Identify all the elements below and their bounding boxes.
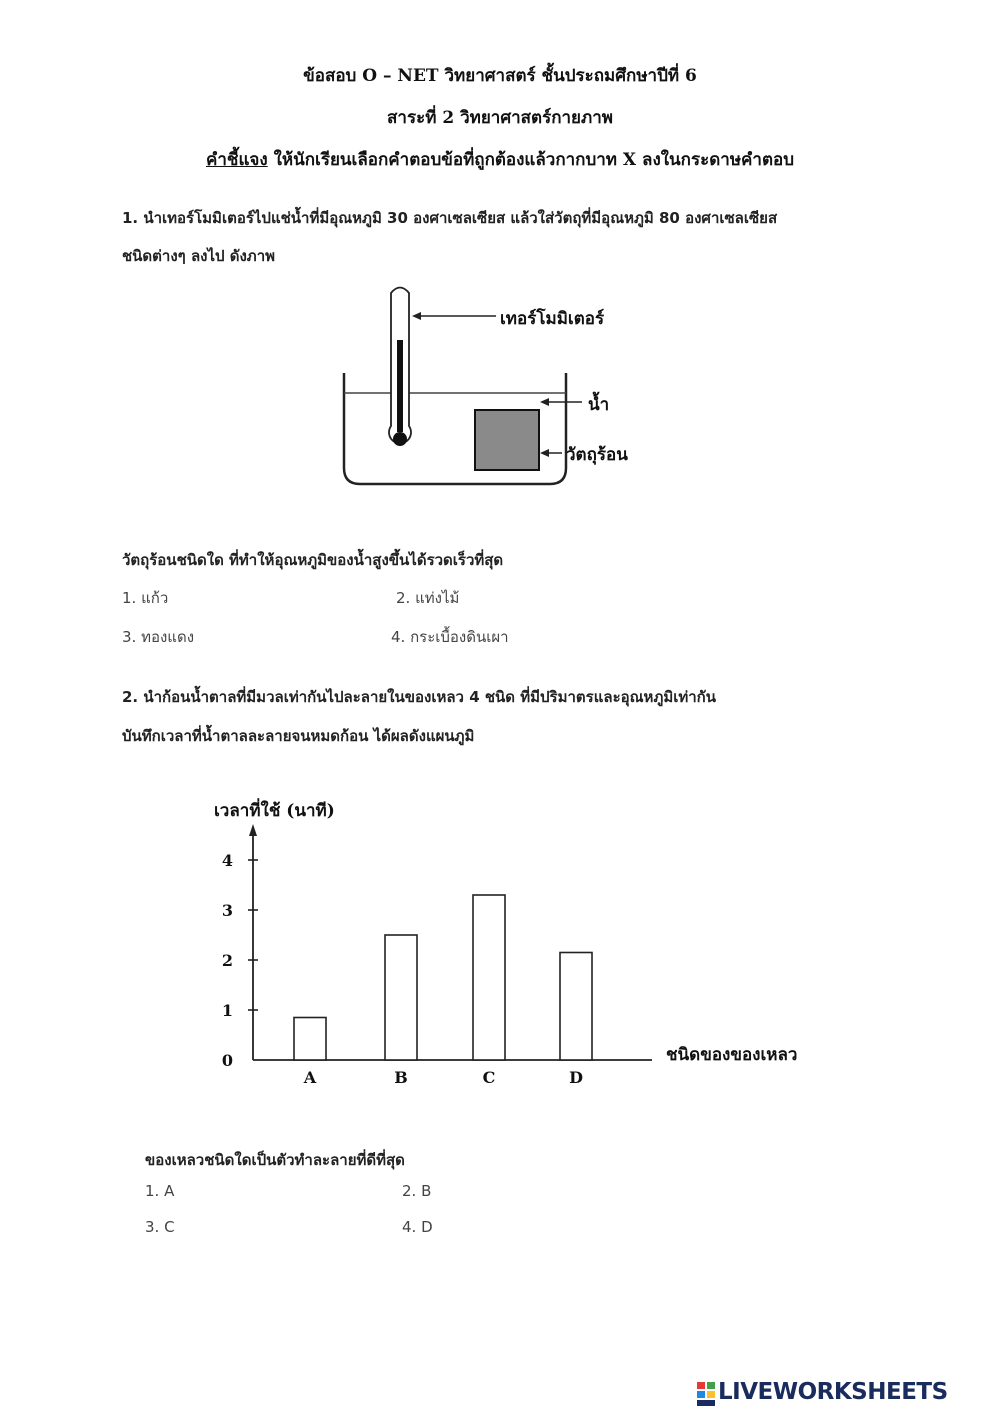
chart-ylabel: เวลาที่ใช้ (นาที) <box>214 801 335 821</box>
object-arrowhead <box>540 449 549 457</box>
q2-option-2[interactable]: 2. B <box>402 1182 432 1200</box>
bar-b <box>385 935 417 1060</box>
water-arrowhead <box>540 398 549 406</box>
hot-object <box>475 410 539 470</box>
thermometer-diagram <box>300 278 680 513</box>
label-water: น้ำ <box>588 395 610 415</box>
q1-option-3[interactable]: 3. ทองแดง <box>122 628 195 646</box>
x-tick-label: C <box>482 1068 496 1087</box>
q1-question: วัตถุร้อนชนิดใด ที่ทำให้อุณหภูมิของน้ำสูงขึ้นได้รวดเร็วที่สุด <box>122 551 504 569</box>
bar-d <box>560 953 592 1061</box>
instruction <box>0 146 1000 173</box>
q1-option-4[interactable]: 4. กระเบื้องดินเผา <box>391 628 509 646</box>
bar-a <box>294 1018 326 1061</box>
q1-text-line1: 1. นำเทอร์โมมิเตอร์ไปแช่น้ำที่มีอุณหภูมิ 30 องศาเซลเซียส แล้วใส่วัตถุที่มีอุณหภูมิ 80 องศาเซลเซียส <box>122 209 778 227</box>
q1-option-2[interactable]: 2. แท่งไม้ <box>396 589 460 607</box>
thermometer-bulb <box>393 432 407 446</box>
instruction-text: ให้นักเรียนเลือกคำตอบข้อที่ถูกต้องแล้วกากบาท X ลงในกระดาษคำตอบ <box>267 150 794 170</box>
exam-subtitle: สาระที่ 2 วิทยาศาสตร์กายภาพ <box>387 108 613 128</box>
thermometer-liquid <box>397 340 403 432</box>
brand-name: LIVEWORKSHEETS <box>718 1379 948 1405</box>
y-tick-label: 4 <box>221 851 233 870</box>
thermometer-arrowhead <box>412 312 421 320</box>
y-axis-arrowhead <box>249 824 257 836</box>
x-tick-label: D <box>569 1068 583 1087</box>
bar-c <box>473 895 505 1060</box>
y-tick-label: 3 <box>221 901 233 920</box>
brand-icon <box>696 1381 716 1407</box>
label-hot-object: วัตถุร้อน <box>566 445 628 465</box>
q2-text-line2: บันทึกเวลาที่น้ำตาลละลายจนหมดก้อน ได้ผลดังแผนภูมิ <box>122 727 475 745</box>
q2-question: ของเหลวชนิดใดเป็นตัวทำละลายที่ดีที่สุด <box>145 1151 405 1169</box>
q1-option-1[interactable]: 1. แก้ว <box>122 589 169 607</box>
exam-title: ข้อสอบ O – NET วิทยาศาสตร์ ชั้นประถมศึกษาปีที่ 6 <box>303 66 697 86</box>
instruction-label: คำชี้แจง <box>206 150 268 170</box>
q2-option-1[interactable]: 1. A <box>145 1182 175 1200</box>
q2-text-line1: 2. นำก้อนน้ำตาลที่มีมวลเท่ากันไปละลายในของเหลว 4 ชนิด ที่มีปริมาตรและอุณหภูมิเท่ากัน <box>122 688 716 706</box>
y-tick-label: 0 <box>221 1051 233 1070</box>
x-tick-label: A <box>303 1068 317 1087</box>
bar-chart <box>200 790 820 1100</box>
label-thermometer: เทอร์โมมิเตอร์ <box>500 309 605 329</box>
q2-option-3[interactable]: 3. C <box>145 1218 175 1236</box>
y-tick-label: 1 <box>221 1001 233 1020</box>
x-tick-label: B <box>394 1068 408 1087</box>
y-tick-label: 2 <box>221 951 233 970</box>
liveworksheets-logo[interactable] <box>696 1377 996 1411</box>
q1-text-line2: ชนิดต่างๆ ลงไป ดังภาพ <box>122 247 276 265</box>
q2-option-4[interactable]: 4. D <box>402 1218 433 1236</box>
chart-xlabel: ชนิดของของเหลว <box>666 1045 798 1065</box>
